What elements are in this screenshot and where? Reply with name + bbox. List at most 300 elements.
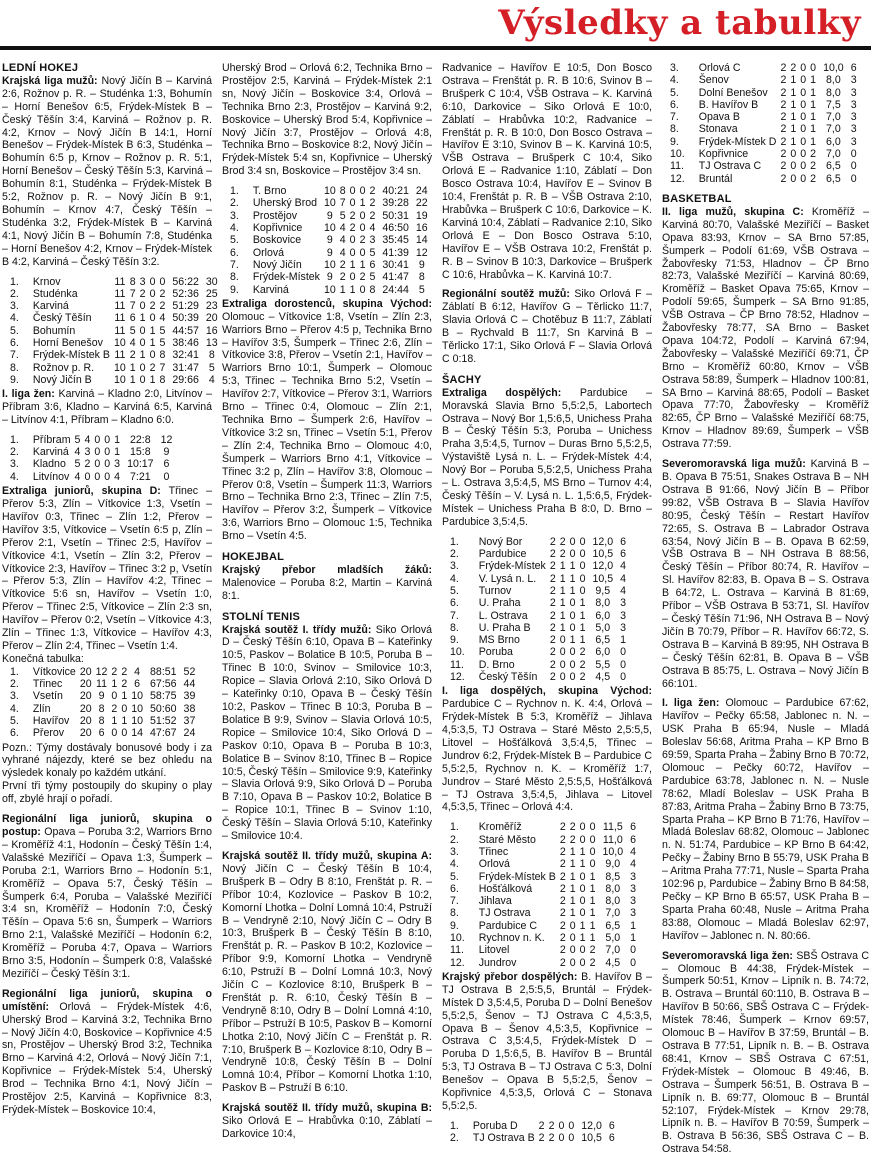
stat-cell: 0 — [579, 895, 586, 908]
team-cell: Nový Bor — [478, 535, 523, 548]
stat-cell: 1 — [111, 714, 118, 727]
table-row — [448, 871, 638, 883]
results-krajska-liga-muzu — [2, 75, 212, 269]
stat-cell: 1 — [559, 584, 566, 597]
stat-cell: 10 — [131, 702, 144, 715]
results-extraliga-junioru — [2, 485, 212, 653]
stat-cell: 0 — [800, 148, 807, 161]
stat-cell: 2 — [111, 665, 118, 678]
stat-cell: 1 — [589, 907, 596, 920]
team-cell: Kopřivnice — [252, 222, 303, 235]
table-row — [448, 646, 628, 658]
score-cell: 6,5 — [605, 919, 621, 932]
section-title-hokejbal: HOKEJBAL — [222, 551, 285, 564]
rank-cell: 1. — [450, 535, 459, 548]
stat-cell: 9 — [326, 246, 333, 259]
stat-cell: 1 — [589, 870, 596, 883]
rank-cell: 1. — [450, 1119, 459, 1132]
table-row — [448, 846, 638, 858]
header-divider — [0, 46, 871, 50]
stat-cell: 2 — [559, 956, 566, 969]
table-row — [448, 1132, 617, 1144]
competition-name: Extraliga dospělých: — [442, 386, 562, 399]
stat-cell: 2 — [780, 62, 787, 74]
stat-cell: 7 — [339, 197, 346, 210]
stat-cell: 8 — [129, 275, 136, 288]
points-cell: 3 — [850, 86, 857, 99]
stat-cell: 0 — [104, 470, 111, 483]
score-cell: 41:39 — [382, 246, 409, 259]
stat-cell: 2 — [339, 258, 346, 271]
stat-cell: 0 — [149, 287, 156, 300]
stat-cell: 2 — [579, 658, 586, 671]
team-cell: Pardubice — [478, 548, 527, 561]
stat-cell: 5 — [74, 458, 81, 471]
stat-cell: 0 — [589, 845, 596, 858]
points-cell: 9 — [418, 258, 425, 271]
points-cell: 4 — [620, 560, 626, 573]
points-cell: 8 — [418, 271, 425, 284]
score-cell: 50:60 — [150, 702, 177, 715]
team-cell: V. Lysá n. L. — [478, 572, 537, 585]
stat-cell: 0 — [569, 548, 576, 561]
results-text: Siko Orlová F – Záblatí B 6:12, Havířov G – Těrlicko 11:7, Slavia Orlová C – Chotěbuz B 11:7, Záblatí B – Rychvald B 11:7, Sn Karviná B – Těrlicko 17:1, Siko Orlová F – Slavia Orlová C 0:18. — [442, 288, 652, 365]
score-cell: 41:47 — [382, 271, 409, 284]
table-row — [8, 362, 220, 374]
score-cell: 6,5 — [826, 172, 841, 185]
stat-cell: 0 — [94, 446, 101, 459]
results-extraliga-dorostencu — [222, 298, 432, 543]
team-cell: Studénka — [32, 287, 78, 300]
stat-cell: 0 — [569, 609, 576, 622]
stat-cell: 11 — [114, 312, 126, 325]
stat-cell: 5 — [369, 246, 376, 259]
standings-table — [8, 276, 220, 387]
section-title-chess: ŠACHY — [442, 373, 482, 386]
team-cell: Uherský Brod — [252, 197, 318, 210]
table-row — [228, 259, 430, 271]
rank-cell: 6. — [670, 98, 679, 111]
competition-name: Severomoravská liga mužů: — [662, 458, 806, 471]
table-row — [8, 300, 220, 312]
table-row — [668, 111, 859, 123]
rank-cell: 2. — [10, 446, 19, 459]
stat-cell: 0 — [569, 944, 576, 957]
stat-cell: 0 — [568, 1119, 575, 1132]
stat-cell: 2 — [780, 135, 787, 148]
table-row — [8, 666, 197, 678]
rank-cell: 7. — [670, 111, 679, 124]
table-row — [668, 87, 859, 99]
rank-cell: 3. — [450, 560, 459, 573]
team-cell: Frýdek-Místek B — [32, 349, 110, 362]
stat-cell: 4 — [114, 470, 121, 483]
stat-cell: 2 — [559, 535, 566, 548]
rank-cell: 4. — [10, 470, 19, 483]
stat-cell: 4 — [339, 246, 346, 259]
team-cell: Jundrov — [478, 956, 517, 969]
points-cell: 6 — [630, 821, 637, 834]
rank-cell: 7. — [10, 349, 19, 362]
stat-cell: 2 — [538, 1132, 545, 1145]
stat-cell: 8 — [369, 283, 376, 296]
table-row — [448, 858, 638, 870]
stat-cell: 4 — [74, 446, 81, 459]
table-row — [8, 703, 197, 715]
stat-cell: 4 — [159, 312, 166, 325]
stat-cell: 1 — [569, 634, 576, 647]
table-row — [448, 536, 628, 548]
stat-cell: 9 — [326, 234, 333, 247]
table-row — [8, 276, 220, 288]
results-regionalni-liga-postup — [2, 813, 212, 981]
team-cell: Boskovice — [252, 234, 302, 247]
results-liga-zen — [2, 388, 212, 427]
team-cell: Karviná — [252, 283, 289, 296]
score-cell: 15:8 — [130, 446, 151, 459]
stat-cell: 2 — [549, 609, 556, 622]
points-cell: 0 — [850, 172, 857, 185]
results-chess-liga-vychod — [442, 685, 652, 814]
team-cell: MS Brno — [478, 634, 520, 647]
points-cell: 0 — [163, 470, 170, 483]
team-cell: Rychnov n. K. — [478, 932, 545, 945]
points-cell: 3 — [630, 895, 637, 908]
points-cell: 25 — [205, 287, 218, 300]
stat-cell: 0 — [139, 336, 146, 349]
stat-cell: 2 — [129, 349, 136, 362]
stat-cell: 4 — [129, 336, 136, 349]
stat-cell: 2 — [359, 234, 366, 247]
stat-cell: 2 — [369, 197, 376, 210]
points-cell: 6 — [608, 1132, 615, 1145]
competition-name: I. liga žen: — [662, 697, 720, 710]
results-text: Opava – Poruba 3:2, Warriors Brno – Kroměříž 4:1, Hodonín – Český Těšín 1:4, Valašské Meziříčí – Opava 1:3, Šumperk – Poruba 2:1, Warriors Brno – Hodonín 5:1, Kroměříž – Opava 5:7, Český Těšín – Šumperk 6:4, Poruba – Valašské Meziříčí 3:4 sn, Kroměříž – Hodonín 7:0, Český Těšín – Opava 5:6 sn, Šumperk – Warriors Brno 2:1, Valašské Meziříčí – Hodonín 6:2, Kroměříž – Poruba 4:7, Opava – Warriors Brno 3:5, Hodonín – Šumperk 0:8, Valašské Meziříčí – Český Těšín 3:1. — [2, 825, 212, 980]
stat-cell: 0 — [800, 74, 807, 87]
standings-table — [448, 536, 628, 684]
score-cell: 7,0 — [826, 111, 841, 124]
stat-cell: 2 — [780, 160, 787, 173]
points-cell: 9 — [163, 446, 170, 459]
stat-cell: 2 — [780, 86, 787, 99]
table-row — [448, 585, 628, 597]
stat-cell: 1 — [559, 560, 566, 573]
rank-cell: 4. — [230, 222, 239, 235]
points-cell: 3 — [850, 123, 857, 136]
stat-cell: 20 — [79, 690, 92, 703]
stat-cell: 2 — [548, 1132, 555, 1145]
stat-cell: 1 — [569, 907, 576, 920]
points-cell: 52 — [183, 665, 196, 678]
table-row — [8, 678, 197, 690]
team-cell: Zlín — [32, 702, 51, 715]
team-cell: Vsetín — [32, 690, 63, 703]
table-row — [8, 288, 220, 300]
rank-cell: 3. — [10, 690, 19, 703]
stat-cell: 0 — [149, 349, 156, 362]
stat-cell: 1 — [579, 597, 586, 610]
stat-cell: 0 — [800, 135, 807, 148]
stat-cell: 4 — [84, 433, 91, 446]
stat-cell: 0 — [579, 882, 586, 895]
stat-cell: 2 — [810, 148, 817, 161]
stat-cell: 2 — [121, 678, 128, 691]
stat-cell: 0 — [559, 646, 566, 659]
stat-cell: 0 — [94, 458, 101, 471]
stat-cell: 0 — [94, 470, 101, 483]
stat-cell: 2 — [549, 634, 556, 647]
points-cell: 3 — [630, 882, 637, 895]
stat-cell: 0 — [579, 821, 586, 834]
stat-cell: 0 — [559, 670, 566, 683]
table-row — [8, 349, 220, 361]
stat-cell: 0 — [579, 956, 586, 969]
score-cell: 35:45 — [382, 234, 409, 247]
stat-cell: 1 — [810, 74, 817, 87]
team-cell: Český Těšín — [478, 670, 538, 683]
team-cell: Příbram — [32, 433, 71, 446]
results-text: B. Havířov B – TJ Ostrava B 2,5:5,5, Bruntál – Frýdek-Místek D 3,5:4,5, Poruba D – Dolní Benešov 5,5:2,5, Šenov – TJ Ostrava C 4,5:3,5, Opava B – Šenov 4,5:3,5, Kopřivnice – Ostrava C 3,5:4,5, Frýdek-Místek D – Poruba D 1,5:6,5, B. Havířov B – Bruntál 5:3, TJ Ostrava B – TJ Ostrava C 5:3, Dolní Benešov – Opava B 5,5:2,5, Šenov – Kopřivnice 4,5:3,5, Orlová C – Stonava 5,5:2,5. — [442, 970, 652, 1112]
stat-cell: 10 — [323, 283, 336, 296]
results-regionalni-liga-umisteni — [2, 988, 212, 1117]
stat-cell: 0 — [569, 956, 576, 969]
score-cell: 7:21 — [130, 470, 151, 483]
rank-cell: 4. — [670, 74, 679, 87]
points-cell: 3 — [630, 907, 637, 920]
team-cell: Frýdek-Místek — [252, 271, 320, 284]
stat-cell: 0 — [790, 172, 797, 185]
results-chess-extraliga — [442, 387, 652, 529]
stat-cell: 10 — [323, 197, 336, 210]
points-cell: 12 — [415, 246, 428, 259]
stat-cell: 2 — [810, 172, 817, 185]
stat-cell: 3 — [84, 446, 91, 459]
stat-cell: 1 — [569, 584, 576, 597]
table-row — [448, 920, 638, 932]
team-cell: Opava B — [698, 111, 740, 124]
score-cell: 30:41 — [382, 258, 409, 271]
table-row — [448, 834, 638, 846]
table-row — [448, 573, 628, 585]
rank-cell: 5. — [10, 714, 19, 727]
rank-cell: 8. — [230, 271, 239, 284]
stat-cell: 1 — [359, 258, 366, 271]
stat-cell: 2 — [810, 160, 817, 173]
results-text: Karviná B – B. Opava B 75:51, Snakes Ostrava B – NH Ostrava B 91:66, Nový Jičín B – Příbor 99:82, VŠB Ostrava B – Slavia Havířov 80:95, Český Těšín – Restart Havířov 72:65, S. Ostrava B – Labrador Ostrava 63:54, Nový Jičín B – B. Opava B 62:59, VŠB Ostrava B – NH Ostrava B 88:56, Český Těšín – Příbor 80:74, R. Havířov – Sl. Havířov 82:83, B. Opava B – S. Ostrava B 64:72, L. Ostrava – Karviná B 81:69, Příbor – VŠB Ostrava B 53:71, Sl. Havířov – Český Těšín 71:96, NH Ostrava B – Nový Jičín B 70:79, Příbor – R. Havířov 66:72, S. Ostrava B – Karviná B 89:95, NH Ostrava B – Český Těšín 62:81, B. Opava B – VŠB Ostrava B 85:75, L. Ostrava – Nový Jičín B 66:101. — [662, 458, 869, 690]
points-cell: 3 — [850, 111, 857, 124]
stat-cell: 7 — [159, 361, 166, 374]
points-cell: 0 — [620, 646, 626, 659]
stat-cell: 9 — [326, 271, 333, 284]
stat-cell: 1 — [589, 932, 596, 945]
competition-name: Extraliga dorostenců, skupina Východ: — [222, 297, 432, 310]
stat-cell: 1 — [569, 858, 576, 871]
points-cell: 19 — [415, 209, 428, 222]
points-cell: 16 — [415, 222, 428, 235]
score-cell: 10,5 — [592, 572, 614, 585]
team-cell: Rožnov p. R. — [32, 361, 95, 374]
stat-cell: 0 — [558, 1119, 565, 1132]
stat-cell: 0 — [121, 727, 128, 740]
points-cell: 4 — [630, 845, 637, 858]
rank-cell: 9. — [670, 135, 679, 148]
results-text: Karviná – Kladno 2:0, Litvínov – Příbram 3:6, Kladno – Karviná 6:5, Karviná – Litvínov 4:1, Příbram – Kladno 6:0. — [2, 388, 212, 426]
stat-cell: 2 — [780, 148, 787, 161]
points-cell: 0 — [620, 670, 626, 683]
stat-cell: 2 — [369, 209, 376, 222]
points-cell: 4 — [620, 584, 626, 597]
stat-cell: 1 — [139, 349, 146, 362]
team-cell: Český Těšín — [32, 312, 92, 325]
rank-cell: 5. — [670, 86, 679, 99]
points-cell: 20 — [205, 312, 218, 325]
points-cell: 3 — [620, 597, 626, 610]
stat-cell: 0 — [579, 944, 586, 957]
stat-cell: 14 — [131, 727, 144, 740]
stat-cell: 0 — [349, 234, 356, 247]
stat-cell: 0 — [149, 312, 156, 325]
stat-cell: 1 — [349, 258, 356, 271]
score-cell: 10,5 — [581, 1132, 602, 1145]
points-cell: 1 — [630, 932, 637, 945]
stat-cell: 0 — [579, 535, 586, 548]
results-text: Siko Orlová D – Český Těšín 6:10, Opava B – Kateřinky 10:5, Paskov – Bolatice B 10:5, Poruba B – Třinec B 10:0, Svinov – Smilovice 10:3, Ropice – Slavia Orlová 2:10, Siko Orlová D – Kateřinky 0:10, Opava B – Český Těšín 10:2, Paskov – Třinec B 10:3, Poruba B – Bolatice B 9:9, Svinov – Slavia Orlová 10:5, Ropice – Smilovice 10:4, Siko Orlová D – Paskov 0:10, Opava B – Poruba B 10:3, Bolatice B – Svinov 8:10, Třinec B – Ropice 10:5, Český Těšín – Smilovice 9:9, Kateřinky – Slavia Orlová 9:9, Siko Orlová D – Poruba B 7:10, Opava B – Paskov 10:2, Bolatice B – Ropice 10:1, Třinec B – Svinov 1:10, Český Těšín – Slavia Orlová 5:10, Kateřinky – Smilovice 10:4. — [222, 623, 433, 843]
rank-cell: 1. — [10, 433, 19, 446]
stat-cell: 0 — [790, 148, 797, 161]
stat-cell: 2 — [559, 919, 566, 932]
team-cell: Karviná — [32, 300, 69, 313]
results-text: Nový Jičín C – Český Těšín B 10:4, Brušperk B – Odry B 8:10, Frenštát p. R. – Příbor 10:4, Kozlovice – Paskov B 10:2, Komorní Lhotka – Dolní Lomná 10:4, Pstruží B – Vendryně 2:10, Nový Jičín C – Odry B 10:3, Brušperk B – Český Těšín B 8:10, Frenštát p. R. – Paskov B 10:2, Kozlovice – Příbor 9:9, Komorní Lhotka – Vendryně 6:10, Pstruží B – Dolní Lomná 10:3, Nový Jičín C – Kozlovice 8:10, Brušperk B – Frenštát p. R. 6:10, Český Těšín B – Vendryně 8:10, Odry B – Dolní Lomná 4:10, Příbor – Pstruží B 10:5, Paskov B – Komorní Lhotka 2:10, Nový Jičín C – Frenštát p. R. 7:10, Brušperk B – Kozlovice 8:10, Odry B – Vendryně 10:8, Český Těšín B – Dolní Lomná 10:4, Příbor – Komorní Lhotka 1:10, Paskov B – Pstruží B 6:10. — [222, 862, 432, 1095]
stat-cell: 2 — [579, 646, 586, 659]
rank-cell: 6. — [10, 336, 19, 349]
team-cell: D. Brno — [478, 658, 515, 671]
stat-cell: 2 — [790, 62, 797, 74]
points-cell: 3 — [630, 870, 637, 883]
score-cell: 9,0 — [605, 858, 621, 871]
stat-cell: 1 — [559, 621, 566, 634]
rank-cell: 8. — [10, 361, 19, 374]
rank-cell: 8. — [450, 621, 459, 634]
score-cell: 88:51 — [150, 665, 177, 678]
team-cell: Třinec — [478, 845, 509, 858]
column-2 — [222, 62, 433, 1141]
points-cell: 4 — [630, 858, 637, 871]
team-cell: Horní Benešov — [32, 336, 103, 349]
stat-cell: 0 — [349, 271, 356, 284]
rank-cell: 1. — [10, 665, 19, 678]
results-text: Pardubice – Moravská Slavia Brno 5,5:2,5, Labortech Ostrava – Nový Bor 1,5:6,5, Unichess Praha B – Český Těšín 5:3, Poruba – Unichess Praha 3,5:4,5, Turnov – Duras Brno 5,5:2,5, Výstaviště Lysá n. L. – Frýdek-Místek 4:4, Nový Bor – Poruba 5,5:2,5, Unichess Praha – L. Ostrava 3,5:4,5, MS Brno – Turnov 4:4, Český Těšín – V. Lysá n. L. 1,5:6,5, Frýdek-Místek – Unichess Praha B 8:0, D. Brno – Pardubice 3,5:4,5. — [442, 386, 652, 528]
team-cell: Bohumín — [32, 324, 76, 337]
stat-cell: 0 — [359, 246, 366, 259]
table-note: Pozn.: Týmy dostávaly bonusové body i za vyhrané nájezdy, které se bez ohledu na výsledek konaly po každém utkání. — [2, 741, 212, 780]
competition-name: Extraliga juniorů, skupina D: — [2, 485, 161, 498]
table-row — [228, 271, 430, 283]
results-hokejbal — [222, 564, 432, 603]
table-row — [448, 895, 638, 907]
stat-cell: 1 — [810, 86, 817, 99]
points-cell: 0 — [850, 148, 857, 161]
rank-cell: 3. — [450, 845, 459, 858]
stat-cell: 5 — [74, 433, 81, 446]
team-cell: Poruba D — [472, 1119, 518, 1132]
stat-cell: 8 — [98, 702, 105, 715]
team-cell: Nový Jičín — [252, 258, 302, 271]
score-cell: 5,5 — [595, 658, 611, 671]
stat-cell: 6 — [369, 258, 376, 271]
stat-cell: 2 — [369, 185, 376, 198]
stat-cell: 2 — [559, 870, 566, 883]
stat-cell: 2 — [549, 670, 556, 683]
table-row — [448, 659, 628, 671]
stat-cell: 0 — [568, 1132, 575, 1145]
stat-cell: 2 — [549, 560, 556, 573]
stat-cell: 2 — [359, 271, 366, 284]
points-cell: 3 — [850, 135, 857, 148]
rank-cell: 2. — [450, 548, 459, 561]
stat-cell: 7 — [129, 287, 136, 300]
stat-cell: 4 — [134, 665, 141, 678]
rank-cell: 2. — [450, 1132, 459, 1145]
table-row — [448, 610, 628, 622]
team-cell: Pardubice C — [478, 919, 538, 932]
stat-cell: 1 — [579, 621, 586, 634]
results-text: Nový Jičín B – Karviná 2:6, Rožnov p. R. – Studénka 1:3, Bohumín – Horní Benešov 6:5, Frýdek-Místek B – Český Těšín 3:4, Karviná – Rožnov p. R. 4:2, Krnov – Nový Jičín B 14:1, Horní Benešov – Frýdek-Místek B 6:3, Studénka – Bohumín 6:5 p, Krnov – Rožnov p. R. 5:1, Horní Benešov – Český Těšín 5:3, Karviná – Bohumín 8:1, Studénka – Frýdek-Místek B 5:2, Rožnov p. R. – Nový Jičín B 9:1, Bohumín – Krnov 4:7, Český Těšín – Studénka 3:2, Frýdek-Místek B – Karviná 4:1, Nový Jičín B – Bohumín 7:8, Studénka – Horní Benešov 4:2, Krnov – Frýdek-Místek B 4:2, Karviná – Český Těšín 3:2. — [2, 74, 213, 268]
stat-cell: 11 — [114, 287, 126, 300]
stat-cell: 0 — [104, 433, 111, 446]
points-cell: 1 — [630, 919, 637, 932]
score-cell: 6,0 — [826, 135, 841, 148]
stat-cell: 1 — [810, 111, 817, 124]
stat-cell: 4 — [339, 222, 346, 235]
results-text: Siko Orlová E – Hrabůvka 0:10, Záblatí – Darkovice 10:4, — [222, 1115, 432, 1141]
stat-cell: 11 — [114, 324, 126, 337]
rank-cell: 11. — [450, 944, 464, 957]
stat-cell: 0 — [121, 702, 128, 715]
stat-cell: 1 — [349, 283, 356, 296]
stat-cell: 1 — [589, 895, 596, 908]
stat-cell: 2 — [780, 172, 787, 185]
rank-cell: 1. — [230, 185, 239, 198]
score-cell: 12,0 — [592, 535, 614, 548]
stat-cell: 3 — [139, 275, 146, 288]
team-cell: U. Praha B — [478, 621, 531, 634]
table-row — [668, 62, 859, 74]
team-cell: Frýdek-Místek B — [478, 870, 556, 883]
competition-name: Krajská soutěž II. třídy mužů, skupina A: — [222, 849, 432, 862]
stat-cell: 2 — [149, 361, 156, 374]
standings-table — [448, 821, 638, 969]
points-cell: 0 — [630, 944, 637, 957]
stat-cell: 0 — [569, 621, 576, 634]
standings-table — [668, 62, 859, 185]
points-cell: 4 — [208, 373, 215, 386]
score-cell: 8,0 — [826, 86, 841, 99]
stat-cell: 1 — [579, 634, 586, 647]
stat-cell: 2 — [549, 597, 556, 610]
stat-cell: 2 — [159, 287, 166, 300]
stat-cell: 5 — [339, 209, 346, 222]
table-row — [668, 136, 859, 148]
score-cell: 5,0 — [595, 621, 611, 634]
points-cell: 1 — [620, 634, 626, 647]
score-cell: 6,5 — [826, 160, 841, 173]
stat-cell: 1 — [129, 361, 136, 374]
stat-cell: 2 — [780, 74, 787, 87]
stat-cell: 0 — [359, 283, 366, 296]
stat-cell: 2 — [559, 845, 566, 858]
score-cell: 7,0 — [826, 148, 841, 161]
rank-cell: 11. — [450, 658, 464, 671]
